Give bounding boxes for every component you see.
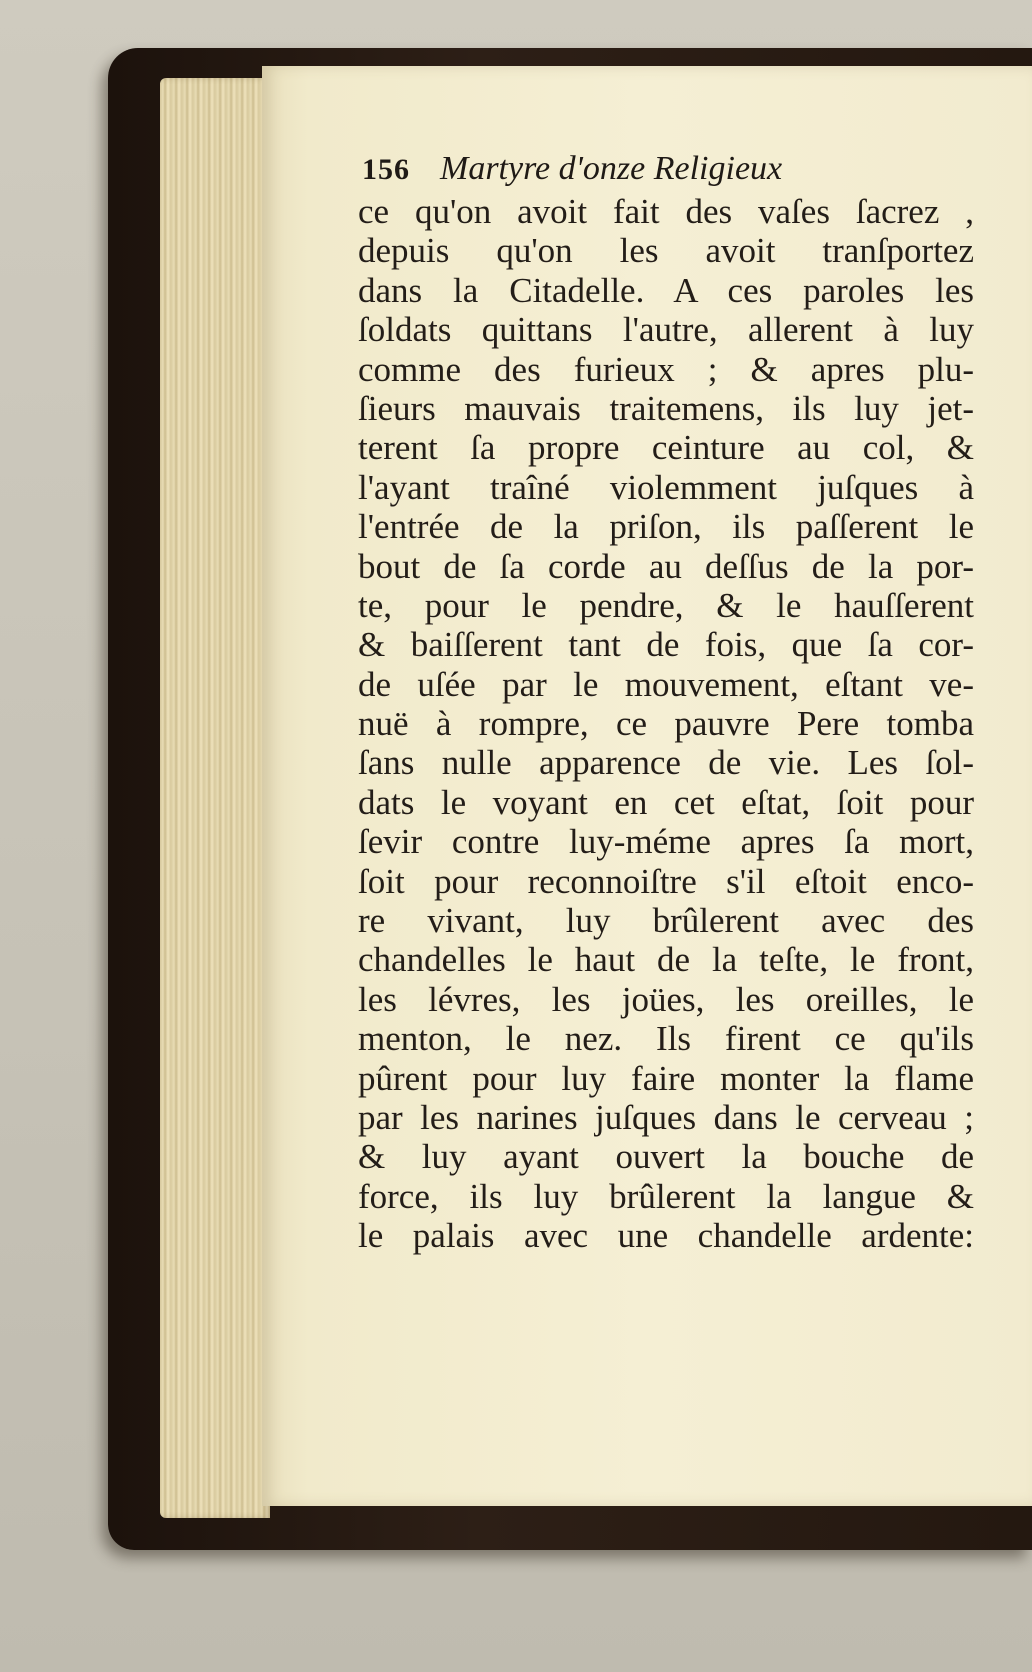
text-line: re vivant, luy brûlerent avec des bbox=[358, 901, 974, 941]
text-line: & baiſſerent tant de fois, que ſa cor- bbox=[358, 625, 974, 665]
book-page bbox=[262, 66, 1032, 1506]
page-edges bbox=[160, 78, 270, 1518]
text-line: comme des furieux ; & apres plu- bbox=[358, 349, 974, 389]
text-line: pûrent pour luy faire monter la flame bbox=[358, 1058, 974, 1098]
text-line: les lévres, les joües, les oreilles, le bbox=[358, 979, 974, 1019]
text-line: dans la Citadelle. A ces paroles les bbox=[358, 270, 974, 310]
text-line: bout de ſa corde au deſſus de la por- bbox=[358, 546, 974, 586]
text-line: de uſée par le mouvement, eſtant ve- bbox=[358, 664, 974, 704]
page-number: 156 bbox=[362, 153, 410, 186]
text-line: terent ſa propre ceinture au col, & bbox=[358, 428, 974, 468]
text-line: te, pour le pendre, & le hauſſerent bbox=[358, 585, 974, 625]
running-head bbox=[362, 150, 1022, 198]
text-line: par les narines juſques dans le cerveau ; bbox=[358, 1097, 974, 1137]
text-line: ce qu'on avoit fait des vaſes ſacrez , bbox=[358, 192, 974, 231]
text-line: chandelles le haut de la teſte, le front, bbox=[358, 940, 974, 980]
text-line: dats le voyant en cet eſtat, ſoit pour bbox=[358, 782, 974, 822]
body-text bbox=[358, 192, 974, 1256]
text-line: ſans nulle apparence de vie. Les ſol- bbox=[358, 743, 974, 783]
text-line: l'entrée de la priſon, ils paſſerent le bbox=[358, 507, 974, 547]
text-line: depuis qu'on les avoit tranſportez bbox=[358, 231, 974, 271]
running-title: Martyre d'onze Religieux bbox=[440, 150, 783, 187]
text-line: nuë à rompre, ce pauvre Pere tomba bbox=[358, 704, 974, 744]
text-line: ſoldats quittans l'autre, allerent à luy bbox=[358, 310, 974, 350]
text-line: le palais avec une chandelle ardente: bbox=[358, 1216, 974, 1256]
text-line: & luy ayant ouvert la bouche de bbox=[358, 1137, 974, 1177]
text-line: force, ils luy brûlerent la langue & bbox=[358, 1176, 974, 1216]
text-line: l'ayant traîné violemment juſques à bbox=[358, 467, 974, 507]
text-line: menton, le nez. Ils firent ce qu'ils bbox=[358, 1019, 974, 1059]
text-line: ſoit pour reconnoiſtre s'il eſtoit enco- bbox=[358, 861, 974, 901]
text-line: ſieurs mauvais traitemens, ils luy jet- bbox=[358, 388, 974, 428]
text-line: ſevir contre luy-méme apres ſa mort, bbox=[358, 822, 974, 862]
